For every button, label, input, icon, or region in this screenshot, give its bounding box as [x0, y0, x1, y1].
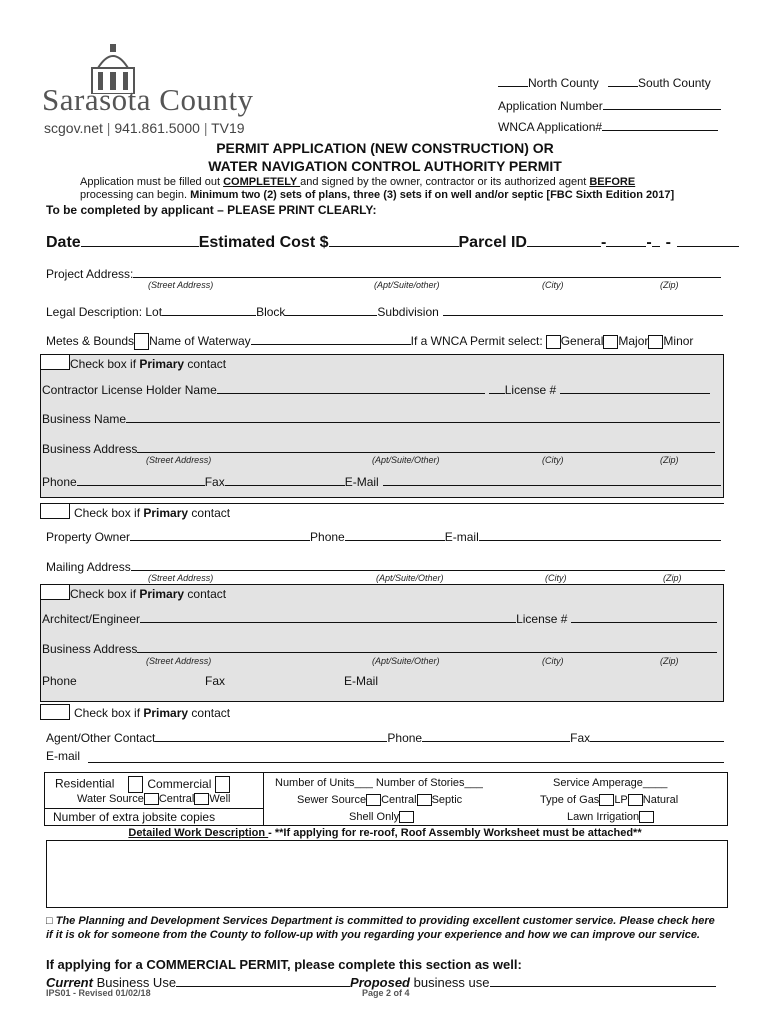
primary-bold: Primary — [139, 357, 185, 371]
general-checkbox[interactable] — [546, 335, 561, 349]
minor-label: Minor — [663, 334, 694, 348]
wnca-application-label: WNCA Application# — [498, 120, 603, 134]
north-county-label: North County — [528, 76, 599, 90]
legal-description-row — [46, 303, 723, 319]
service-amperage: Service Amperage____ — [553, 777, 668, 789]
primary-text: Check box if — [74, 706, 144, 720]
south-county-label: South County — [638, 76, 711, 90]
city-caption: (City) — [542, 656, 564, 666]
architect-license-label: License # — [516, 612, 568, 626]
shell-only-checkbox[interactable] — [399, 811, 414, 823]
architect-row — [42, 610, 717, 626]
parcel-id-label: Parcel ID — [458, 234, 527, 251]
business-name-row — [42, 410, 720, 426]
agent-fax-input[interactable] — [590, 729, 724, 742]
title-line1: PERMIT APPLICATION (NEW CONSTRUCTION) OR — [216, 140, 554, 156]
business-address-label: Business Address — [42, 442, 138, 456]
instructions-line2 — [80, 189, 674, 201]
metes-waterway-row — [46, 332, 693, 350]
work-description-note: - **If applying for re-roof, Roof Assembly Worksheet must be attached** — [268, 827, 642, 839]
contractor-primary-label — [70, 357, 226, 371]
natural-checkbox[interactable] — [628, 794, 643, 806]
wnca-select-label: If a WNCA Permit select: — [410, 334, 543, 348]
instructions-line1 — [80, 176, 635, 188]
email-input[interactable] — [383, 473, 721, 486]
parcel-dash: - — [600, 234, 607, 251]
agent-input[interactable] — [155, 729, 387, 742]
tv-text: TV19 — [211, 120, 245, 136]
legal-description-label: Legal Description: Lot — [46, 305, 163, 319]
primary-bold: Primary — [143, 506, 189, 520]
project-address-label: Project Address: — [46, 267, 134, 281]
agent-label: Agent/Other Contact — [46, 731, 156, 745]
owner-primary-checkbox[interactable] — [40, 503, 70, 519]
minor-checkbox[interactable] — [648, 335, 663, 349]
date-input[interactable] — [81, 232, 199, 247]
county-logo — [42, 42, 274, 142]
current-label: Current — [46, 975, 93, 990]
block-input[interactable] — [285, 303, 377, 316]
architect-address-row — [42, 640, 717, 656]
license-input[interactable] — [560, 381, 710, 394]
waterway-input[interactable] — [251, 332, 411, 345]
email-label: E-Mail — [344, 475, 379, 489]
parcel-id-input-4[interactable] — [677, 232, 739, 247]
residential-cell — [55, 776, 230, 793]
application-number-field[interactable] — [498, 97, 721, 113]
zip-caption: (Zip) — [663, 573, 682, 583]
owner-email-label: E-mail — [444, 530, 479, 544]
application-number-label: Application Number — [498, 99, 603, 113]
water-central-checkbox[interactable] — [144, 793, 159, 805]
contractor-contact-row — [42, 473, 721, 489]
architect-address-input[interactable] — [137, 640, 717, 653]
parcel-dash: - — [665, 234, 671, 251]
date-cost-parcel-row — [46, 232, 739, 252]
primary-text: Check box if — [74, 506, 144, 520]
license-holder-input[interactable] — [217, 381, 485, 394]
city-caption: (City) — [542, 455, 564, 465]
work-description-textarea[interactable] — [46, 840, 728, 908]
agent-phone-label: Phone — [387, 731, 423, 745]
parcel-dash: - — [646, 234, 652, 251]
type-of-gas-cell — [540, 794, 678, 806]
primary-bold: Primary — [139, 587, 185, 601]
business-name-label: Business Name — [42, 412, 127, 426]
proposed-label: Proposed — [350, 975, 411, 990]
website-text: scgov.net — [44, 120, 103, 136]
agent-phone-input[interactable] — [422, 729, 570, 742]
estimated-cost-input[interactable] — [329, 232, 459, 247]
commercial-label: Commercial — [147, 776, 212, 791]
sewer-central-label: Central — [381, 794, 417, 806]
architect-fax-label: Fax — [205, 674, 226, 688]
owner-phone-label: Phone — [310, 530, 345, 544]
survey-line1 — [46, 915, 715, 927]
shell-only-label: Shell Only — [349, 811, 400, 823]
parcel-id-input-1[interactable] — [527, 232, 601, 247]
block-label: Block — [256, 305, 286, 319]
phone-input[interactable] — [77, 473, 205, 486]
lawn-irrigation-cell — [567, 811, 654, 823]
lp-checkbox[interactable] — [599, 794, 614, 806]
instr-text3: processing can begin. — [80, 189, 191, 201]
date-label: Date — [46, 234, 81, 251]
zip-caption: (Zip) — [660, 280, 679, 290]
owner-phone-input[interactable] — [345, 528, 445, 541]
septic-checkbox[interactable] — [417, 794, 432, 806]
shell-only-cell — [349, 811, 414, 823]
architect-license-input[interactable] — [571, 610, 717, 623]
license-holder-label: Contractor License Holder Name — [42, 383, 217, 397]
property-owner-label: Property Owner — [46, 530, 131, 544]
subdivision-input[interactable] — [443, 303, 723, 316]
fax-input[interactable] — [225, 473, 345, 486]
commercial-heading: If applying for a COMMERCIAL PERMIT, please complete this section as well: — [46, 957, 522, 972]
to-be-completed: To be completed by applicant – PLEASE PRINT CLEARLY: — [46, 203, 377, 217]
title-line2: WATER NAVIGATION CONTROL AUTHORITY PERMIT — [208, 158, 562, 174]
apt-suite-caption: (Apt/Suite/other) — [374, 280, 440, 290]
primary-bold: Primary — [143, 706, 189, 720]
current-use-input[interactable] — [176, 972, 350, 987]
county-select[interactable] — [498, 74, 711, 90]
survey-line2: if it is ok for someone from the County to follow-up with you regarding your experience and how we can improve our service. — [46, 929, 700, 941]
major-checkbox[interactable] — [603, 335, 618, 349]
primary-text: contact — [188, 706, 231, 720]
contact-line: scgov.net | 941.861.5000 | TV19 — [44, 120, 245, 136]
business-use-label2: business use — [410, 975, 490, 990]
property-owner-row — [46, 528, 721, 544]
instr-text2: and signed by the owner, contractor or its authorized agent — [300, 176, 590, 188]
city-caption: (City) — [542, 280, 564, 290]
metes-bounds-label: Metes & Bounds — [46, 334, 135, 348]
name-of-waterway-label: Name of Waterway — [149, 334, 251, 348]
city-caption: (City) — [545, 573, 567, 583]
zip-caption: (Zip) — [660, 455, 679, 465]
revision-text: IPS01 - Revised 01/02/18 — [46, 988, 151, 998]
number-of-units: Number of Units___ — [275, 777, 373, 789]
zip-caption: (Zip) — [660, 656, 679, 666]
architect-address-label: Business Address — [42, 642, 138, 656]
primary-text: contact — [184, 587, 227, 601]
architect-primary-checkbox[interactable] — [40, 584, 70, 600]
permit-details-grid — [44, 772, 728, 826]
number-of-stories: Number of Stories___ — [375, 777, 483, 789]
wnca-application-field[interactable] — [498, 118, 718, 134]
primary-text: contact — [188, 506, 231, 520]
septic-label: Septic — [431, 794, 463, 806]
apt-suite-caption: (Apt/Suite/Other) — [372, 455, 440, 465]
units-stories-cell — [275, 777, 483, 789]
instr-completely: COMPLETELY — [223, 176, 301, 188]
phone-text: 941.861.5000 — [114, 120, 200, 136]
estimated-cost-label: Estimated Cost $ — [198, 234, 329, 251]
architect-email-label: E-Mail — [344, 674, 379, 688]
property-owner-input[interactable] — [130, 528, 310, 541]
business-address-row — [42, 440, 715, 456]
architect-phone-label: Phone — [42, 674, 77, 688]
subdivision-label: Subdivision — [377, 305, 439, 319]
sewer-central-checkbox[interactable] — [366, 794, 381, 806]
residential-checkbox[interactable] — [128, 776, 143, 793]
instr-min-sets: Minimum two (2) sets of plans, three (3) sets if on well and/or septic [FBC Sixth Edition 2017] — [190, 189, 675, 201]
sewer-source-label: Sewer Source — [297, 794, 367, 806]
work-description-label: Detailed Work Description — [128, 827, 269, 839]
owner-email-input[interactable] — [479, 528, 721, 541]
water-source-cell — [77, 793, 231, 805]
license-label: License # — [504, 383, 557, 397]
instr-text: Application must be filled out — [80, 176, 224, 188]
agent-primary-label — [74, 706, 230, 720]
contractor-primary-checkbox[interactable] — [40, 354, 70, 370]
type-of-gas-label: Type of Gas — [540, 794, 600, 806]
logo-text: Sarasota County — [42, 82, 254, 117]
architect-engineer-input[interactable] — [140, 610, 516, 623]
page-number: Page 2 of 4 — [362, 988, 410, 998]
water-well-checkbox[interactable] — [194, 793, 209, 805]
primary-text: Check box if — [70, 587, 140, 601]
water-well-label: Well — [209, 793, 231, 805]
lot-input[interactable] — [162, 303, 256, 316]
agent-email-label: E-mail — [46, 749, 81, 763]
phone-label: Phone — [42, 475, 77, 489]
architect-engineer-label: Architect/Engineer — [42, 612, 141, 626]
fax-label: Fax — [204, 475, 225, 489]
business-name-input[interactable] — [126, 410, 720, 423]
survey-checkbox[interactable]: □ — [46, 915, 53, 927]
instr-before: BEFORE — [589, 176, 636, 188]
primary-text: contact — [184, 357, 227, 371]
proposed-use-input[interactable] — [490, 972, 716, 987]
major-label: Major — [618, 334, 649, 348]
survey-text1: The Planning and Development Services Department is committed to providing excellent customer service. Please check here — [55, 915, 715, 927]
agent-primary-checkbox[interactable] — [40, 704, 70, 720]
apt-suite-caption: (Apt/Suite/Other) — [372, 656, 440, 666]
project-address-field[interactable] — [46, 265, 721, 281]
lp-label: LP — [614, 794, 628, 806]
commercial-checkbox[interactable] — [215, 776, 230, 793]
parcel-id-input-3[interactable] — [652, 232, 660, 247]
license-holder-row — [42, 381, 710, 397]
natural-label: Natural — [642, 794, 679, 806]
business-address-input[interactable] — [137, 440, 715, 453]
lawn-irrigation-checkbox[interactable] — [639, 811, 654, 823]
primary-text: Check box if — [70, 357, 140, 371]
apt-suite-caption: (Apt/Suite/Other) — [376, 573, 444, 583]
sewer-source-cell — [297, 794, 462, 806]
business-use-label: Business Use — [92, 975, 177, 990]
street-address-caption: (Street Address) — [146, 656, 212, 666]
agent-row — [46, 729, 724, 745]
water-source-label: Water Source — [77, 793, 144, 805]
parcel-id-input-2[interactable] — [606, 232, 646, 247]
extra-copies-label: Number of extra jobsite copies — [53, 810, 216, 824]
mailing-address-label: Mailing Address — [46, 560, 131, 574]
residential-label: Residential — [55, 776, 115, 791]
street-address-caption: (Street Address) — [148, 573, 214, 583]
owner-primary-label — [74, 506, 230, 520]
architect-primary-label — [70, 587, 226, 601]
work-description-heading — [0, 827, 770, 839]
agent-fax-label: Fax — [570, 731, 591, 745]
metes-bounds-checkbox[interactable] — [134, 333, 149, 350]
water-central-label: Central — [158, 793, 195, 805]
street-address-caption: (Street Address) — [148, 280, 214, 290]
lawn-irrigation-label: Lawn Irrigation — [567, 811, 640, 823]
street-address-caption: (Street Address) — [146, 455, 212, 465]
general-label: General — [560, 334, 604, 348]
mailing-address-input[interactable] — [131, 558, 725, 571]
mailing-address-row — [46, 558, 725, 574]
